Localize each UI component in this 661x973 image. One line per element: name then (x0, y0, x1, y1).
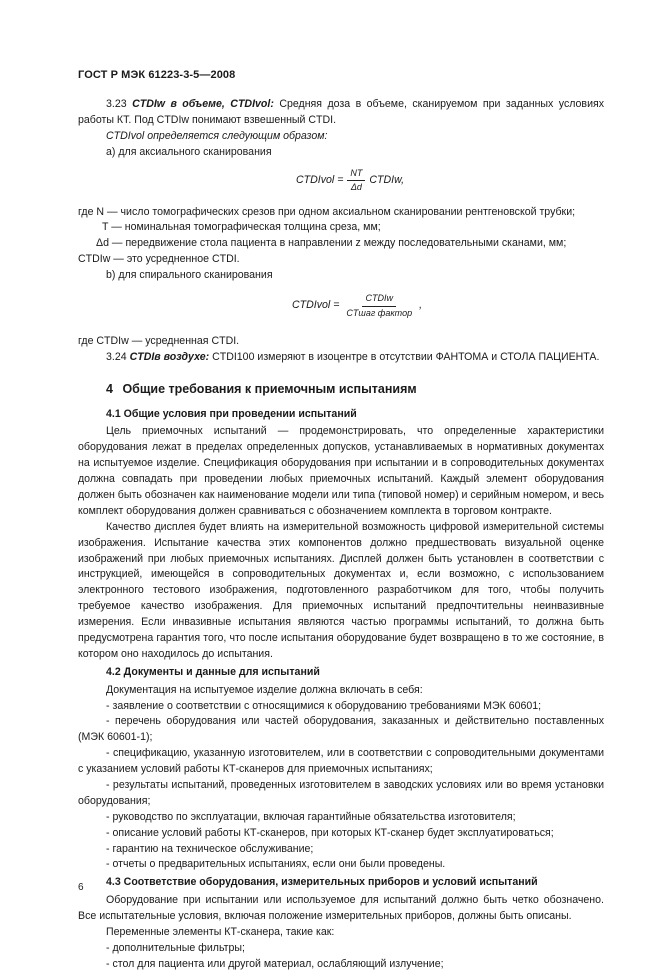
where-t: T — номинальная томографическая толщина среза, мм; (102, 221, 381, 234)
formula-fraction (343, 292, 415, 320)
formula-rhs: CTDIw, (369, 173, 405, 186)
where-n: где N — число томографических срезов при одном аксиальном сканировании рентгеновской трубки; (78, 205, 576, 218)
list-item: - дополнительные фильтры; (106, 941, 245, 954)
list-item: - заявление о соответствии с относящимися к оборудованию требованиями МЭК 60601; (106, 699, 542, 712)
definition-text: Средняя доза в объеме, сканируемом при заданных условиях работы КТ. Под CTDIw понимают взвешенный CTDI. (78, 98, 605, 126)
list-item: - результаты испытаний, проведенных изготовителем в заводских условиях или во время установки оборудования; (78, 779, 604, 807)
formula-axial (78, 163, 604, 201)
subsection-4-3-heading: 4.3 Соответствие оборудования, измерительных приборов и условий испытаний (106, 876, 538, 889)
definition-term: CTDIв воздухе: (129, 350, 210, 363)
definition-number: 3.24 (106, 350, 127, 363)
case-a-label: а) для аксиального сканирования (106, 145, 272, 158)
paragraph: Оборудование при испытании или используемое для испытаний должно быть четко обозначено. Все испытательные условия, включая положение измерительных приборов, должны быть описаны. (78, 894, 604, 923)
formula-numerator: NT (347, 167, 365, 182)
formula-denominator: CTшаг фактор (346, 307, 413, 318)
definition-3-23 (78, 97, 604, 129)
section-number: 4 (106, 381, 113, 396)
list-item: - описание условий работы КТ-сканеров, при которых КТ-сканер будет эксплуатироваться; (106, 826, 554, 839)
page-number: 6 (78, 882, 84, 893)
paragraph: Переменные элементы КТ-сканера, такие как: (106, 926, 335, 939)
definition-formula-intro: CTDIvol определяется следующим образом: (106, 129, 328, 142)
list-item: - отчеты о предварительных испытаниях, если они были проведены. (106, 858, 446, 871)
definition-text: CTDI100 измеряют в изоцентре в отсутствии ФАНТОМА и СТОЛА ПАЦИЕНТА. (212, 350, 600, 363)
document-header: ГОСТ Р МЭК 61223-3-5—2008 (78, 69, 236, 81)
formula-fraction (347, 167, 365, 195)
formula-rhs: , (419, 299, 423, 312)
list-item: - спецификацию, указанную изготовителем, или в соответствии с сопроводительными документами с указанием условий работы КТ-сканеров для приемочных испытаниях; (78, 747, 604, 776)
formula-numerator: CTDIw (362, 292, 396, 307)
paragraph: Документация на испытуемое изделие должна включать в себя: (106, 683, 423, 696)
document-body (78, 97, 604, 973)
subsection-4-2-heading: 4.2 Документы и данные для испытаний (106, 665, 320, 678)
list-item: - перечень оборудования или частей оборудования, заказанных и действительно поставленных (МЭК 60601-1); (78, 715, 604, 744)
subsection-4-1-heading: 4.1 Общие условия при проведении испытаний (106, 407, 357, 420)
case-b-label: b) для спирального сканирования (106, 269, 273, 282)
definition-3-24 (78, 350, 604, 366)
paragraph: Качество дисплея будет влиять на измерительной возможность цифровой измерительной системы изображения. Испытание качества этих компонентов должно предшествовать визуальной оценке изображений при любых приемочных испытаниях. Дисплей должен быть установлен в соответствии с инструкцией, имеющейся в сопроводительных документах и, если возможно, с использованием электронного тестового изображения, подготовленного разработчиком для того, чтобы получить требуемое качество изображения. Для приемочных испытаний предпочтительны неинвазивные измерения. Если инвазивные испытания являются частью программы испытаний, то должна быть предусмотрена гарантия того, что после испытания оборудование будет возвращено в то же состояние, в котором оно находилось до испытания. (78, 520, 604, 660)
where-ctdi-spiral: где CTDIw — усредненная CTDI. (78, 335, 240, 348)
section-4-heading (106, 380, 604, 399)
formula-lhs: CTDIvol = (292, 299, 340, 312)
list-item: - стол для пациента или другой материал, ослабляющий излучение; (106, 957, 444, 970)
where-d: Δd — передвижение стола пациента в направлении z между последовательными сканами, мм; (96, 237, 567, 250)
definition-number: 3.23 (106, 98, 127, 110)
list-item: - гарантию на техническое обслуживание; (106, 842, 314, 855)
formula-lhs: CTDIvol = (296, 173, 344, 186)
formula-spiral (78, 286, 604, 330)
where-ctdi: CTDIw — это усредненное CTDI. (78, 253, 240, 266)
paragraph: Цель приемочных испытаний — продемонстрировать, что определенные характеристики оборудования лежат в пределах определенных допусков, устанавливаемых в нормативных документах на испытуемое изделие. Спецификация оборудования при испытании и в сопроводительных документах должна совпадать при проведении любых приемочных испытаний. Каждый элемент оборудования должен быть обозначен как наименование модели или типа (типовой номер) и серийным номером, и весь комплект оборудования должен сравниваться с обозначением комплекта в торговом контракте. (78, 425, 604, 517)
section-title: Общие требования к приемочным испытаниям (122, 381, 417, 396)
formula-denominator: Δd (350, 182, 362, 193)
list-item: - руководство по эксплуатации, включая гарантийные обязательства изготовителя; (106, 810, 516, 823)
definition-term: CTDIw в объеме, CTDIvol: (132, 98, 274, 110)
